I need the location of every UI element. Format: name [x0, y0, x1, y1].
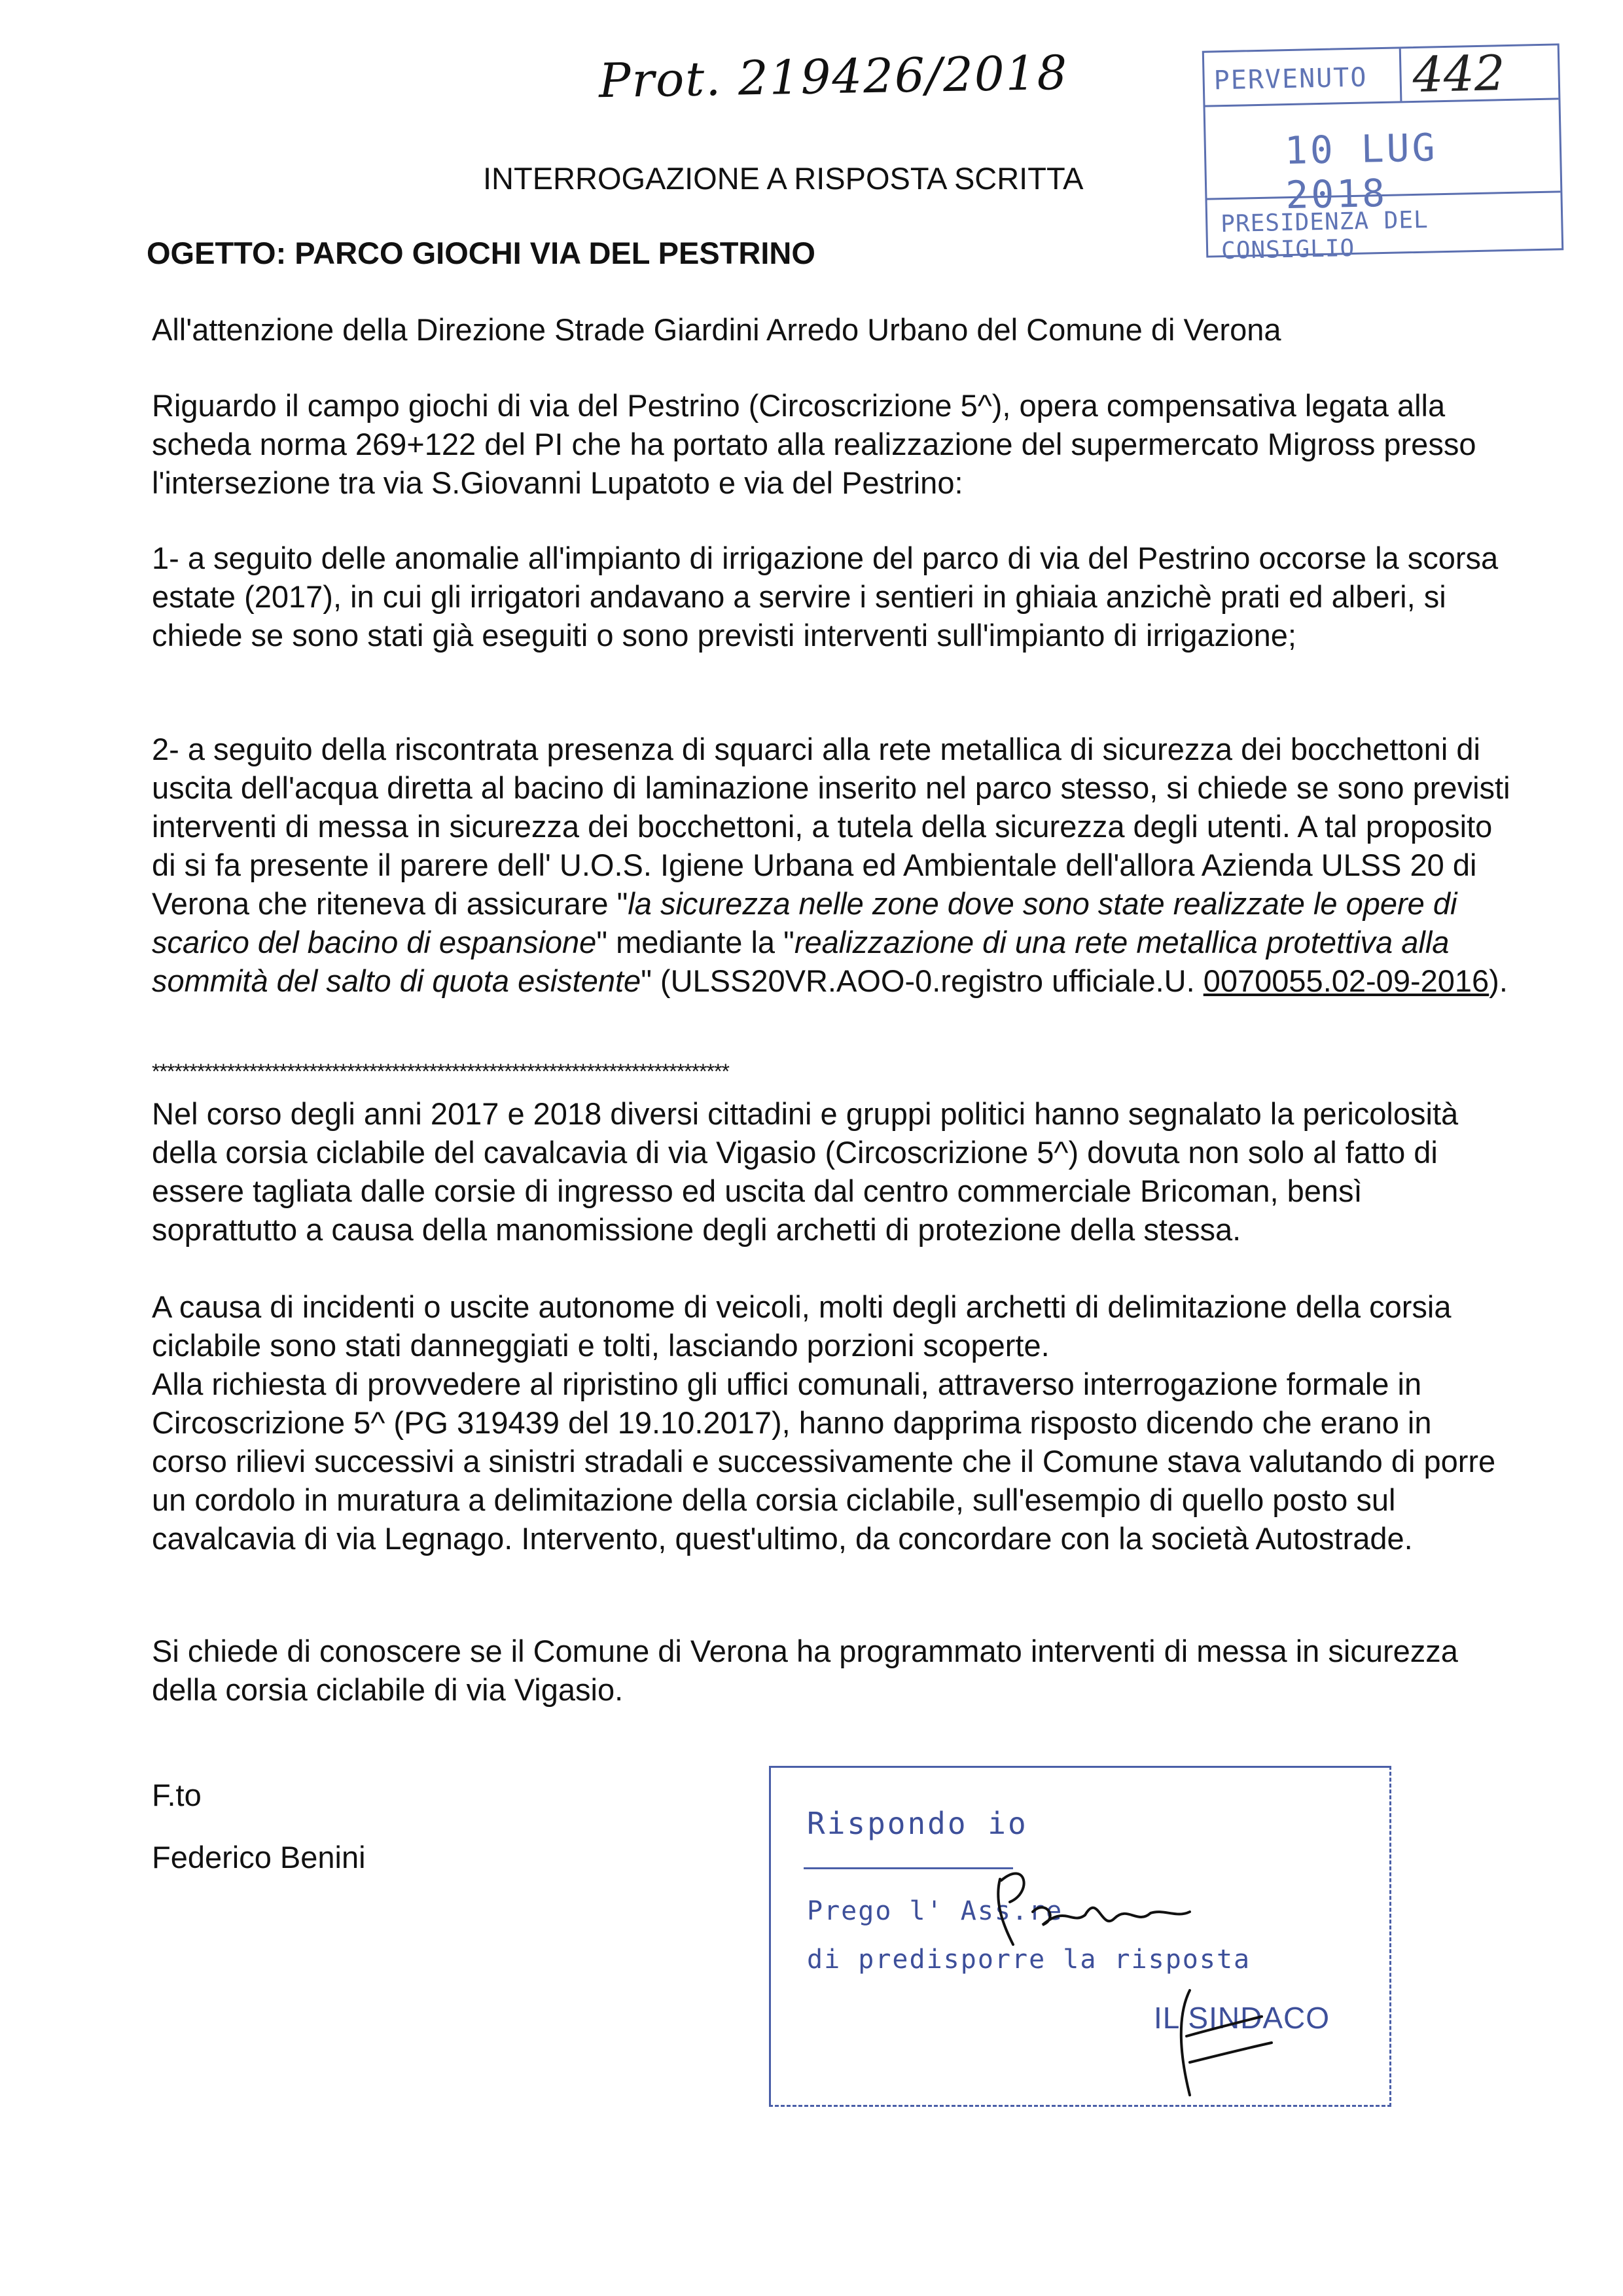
- assessor-signature-scribble: [987, 1853, 1196, 1951]
- intro-paragraph: Riguardo il campo giochi di via del Pestrino (Circoscrizione 5^), opera compensativa legata alla scheda norma 269+122 del PI che ha portato alla realizzazione del supermercato Migross presso l'intersezione tra via S.Giovanni Lupatoto e via del Pestrino:: [152, 388, 1476, 500]
- document-type-title: INTERROGAZIONE A RISPOSTA SCRITTA: [483, 161, 1084, 196]
- point2-reference: 0070055.02-09-2016: [1203, 963, 1489, 998]
- subject-line: OGETTO: PARCO GIOCHI VIA DEL PESTRINO: [147, 236, 815, 270]
- stamp-received-date: 10 LUG 2018: [1284, 125, 1438, 218]
- point2-text-2: " mediante la ": [596, 925, 794, 960]
- stamp-received-office: PRESIDENZA DEL CONSIGLIO: [1220, 206, 1429, 265]
- protocol-number-handwritten: Prot. 219426/2018: [598, 45, 1069, 109]
- point2-quote-1: la sicurezza nelle zone dove sono state realizzate le opere di scarico del bacino di espansione: [152, 886, 1457, 960]
- stamp-received-number: 442: [1412, 45, 1506, 104]
- bike-lane-paragraph-1: Nel corso degli anni 2017 e 2018 diversi cittadini e gruppi politici hanno segnalato la pericolosità della corsia ciclabile del cavalcavia di via Vigasio (Circoscrizione 5^) dovuta non solo al fatto di essere tagliata dalle corsie di ingresso ed uscita dal centro commerciale Bricoman, bensì soprattutto a causa della manomissione degli archetti di protezione della stessa.: [152, 1096, 1459, 1247]
- mayor-stamp-signer: IL SINDACO: [1154, 2001, 1330, 2035]
- point2-text-1: 2- a seguito della riscontrata presenza di squarci alla rete metallica di sicurezza dei bocchettoni di uscita dell'acqua diretta al bacino di laminazione inserito nel parco stesso, si chiede se sono previsti interventi di messa in sicurezza dei bocchettoni, a tutela della sicurezza degli utenti. A tal proposito di si fa presente il parere dell' U.O.S. Igiene Urbana ed Ambientale dell'allora Azienda ULSS 20 di Verona che riteneva di assicurare ": [152, 732, 1510, 921]
- bike-lane-paragraph-2: A causa di incidenti o uscite autonome di veicoli, molti degli archetti di delimitazione della corsia ciclabile sono stati danneggiati e tolti, lasciando porzioni scoperte.: [152, 1289, 1452, 1363]
- mayor-response-stamp: [769, 1766, 1391, 2107]
- bike-lane-paragraph-3: Alla richiesta di provvedere al ripristino gli uffici comunali, attraverso interrogazione formale in Circoscrizione 5^ (PG 319439 del 19.10.2017), hanno dapprima risposto dicendo che erano in corso rilievi successivi a sinistri stradali e successivamente che il Comune stava valutando di porre un cordolo in muratura a delimitazione della corsia ciclabile, sull'esempio di quello posto sul cavalcavia di via Legnago. Intervento, quest'ultimo, da concordare con la società Autostrade.: [152, 1367, 1496, 1556]
- mayor-stamp-line-3: di predisporre la risposta: [807, 1945, 1251, 1975]
- question-point-1: 1- a seguito delle anomalie all'impianto di irrigazione del parco di via del Pestrino occorse la scorsa estate (2017), in cui gli irrigatori andavano a servire i sentieri in ghiaia anzichè prati ed alberi, si chiede se sono stati già eseguiti o sono previsti interventi sull'impianto di irrigazione;: [152, 541, 1499, 653]
- mayor-signature-scribble: [1150, 1977, 1294, 2102]
- stamp-received-label: PERVENUTO: [1213, 62, 1368, 96]
- asterisk-separator: *****************************************************************************: [152, 1060, 729, 1083]
- mayor-stamp-line-2: Prego l' Ass.re: [807, 1896, 1063, 1926]
- question-point-2: [152, 730, 1513, 1000]
- addressee-line: All'attenzione della Direzione Strade Giardini Arredo Urbano del Comune di Verona: [152, 312, 1281, 347]
- signature-name: Federico Benini: [152, 1840, 366, 1874]
- point2-text-3: " (ULSS20VR.AOO-0.registro ufficiale.U.: [641, 963, 1204, 998]
- point2-text-4: ).: [1489, 963, 1508, 998]
- received-stamp: [1202, 43, 1563, 265]
- mayor-stamp-line-1: Rispondo io: [807, 1806, 1028, 1841]
- signature-fto: F.to: [152, 1778, 202, 1812]
- point2-quote-2: realizzazione di una rete metallica protettiva alla sommità del salto di quota esistente: [152, 925, 1450, 998]
- final-question: Si chiede di conoscere se il Comune di Verona ha programmato interventi di messa in sicurezza della corsia ciclabile di via Vigasio.: [152, 1634, 1458, 1707]
- mayor-stamp-rule: [804, 1867, 1013, 1869]
